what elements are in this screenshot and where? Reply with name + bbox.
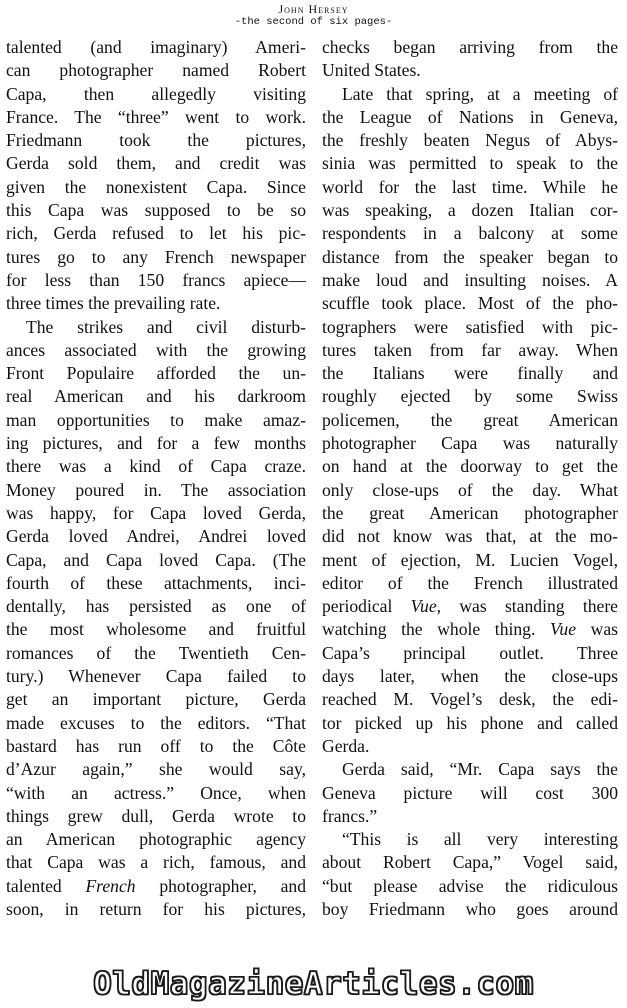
text-line: “but please advise the ridiculous xyxy=(322,875,618,896)
text-line: about Robert Capa,” Vogel said, xyxy=(322,852,618,873)
text-line: the Italians were finally and xyxy=(322,363,618,384)
site-watermark: OldMagazineArticles.com xyxy=(93,966,534,1002)
text-line: days later, when the close-ups xyxy=(322,666,618,687)
text-line: romances of the Twentieth Cen- xyxy=(6,642,306,663)
text-line: tures go to any French newspaper xyxy=(6,246,306,267)
text-line: boy Friedmann who goes around xyxy=(322,898,618,919)
text-line: made excuses to the editors. “That xyxy=(6,712,306,733)
text-line: respondents in a balcony at some xyxy=(322,223,618,244)
text-line: three times the prevailing rate. xyxy=(6,293,221,314)
text-line: bastard has run off to the Côte xyxy=(6,735,306,756)
right-column xyxy=(322,36,618,921)
text-line: ing pictures, and for a few months xyxy=(6,433,306,454)
text-line: Gerda sold them, and credit was xyxy=(6,153,306,174)
text-line: roughly ejected by some Swiss xyxy=(322,386,618,407)
text-line: was speaking, a dozen Italian cor- xyxy=(322,200,618,221)
text-line: francs.” xyxy=(322,805,378,826)
text-line: ment of ejection, M. Lucien Vogel, xyxy=(322,549,618,570)
text-line: Gerda said, “Mr. Capa says the xyxy=(342,759,618,780)
text-line: “This is all very interesting xyxy=(342,829,618,850)
text-line: things grew dull, Gerda wrote to xyxy=(6,805,306,826)
text-line: an American photographic agency xyxy=(6,829,306,850)
text-line: make loud and insulting noises. A xyxy=(322,269,618,290)
text-line: on hand at the doorway to get the xyxy=(322,456,618,477)
text-line: world for the last time. While he xyxy=(322,176,618,197)
text-line: checks began arriving from the xyxy=(322,37,618,57)
text-line: dentally, has persisted as one of xyxy=(6,596,306,617)
text-line: periodical Vue, was standing there xyxy=(322,596,618,617)
text-line: rich, Gerda refused to let his pic- xyxy=(6,223,306,244)
text-line: policemen, the great American xyxy=(322,409,618,430)
text-line: Capa, and Capa loved Capa. (The xyxy=(6,549,306,570)
text-line: given the nonexistent Capa. Since xyxy=(6,176,306,197)
text-line: Capa’s principal outlet. Three xyxy=(322,642,618,663)
left-column xyxy=(6,36,306,921)
text-line: tury.) Whenever Capa failed to xyxy=(6,666,306,687)
text-line: photographer Capa was naturally xyxy=(322,433,618,454)
text-line: The strikes and civil disturb- xyxy=(26,316,306,337)
text-line: the great American photographer xyxy=(322,502,618,523)
text-line: the most wholesome and fruitful xyxy=(6,619,306,640)
text-line: United States. xyxy=(322,60,421,81)
text-line: for less than 150 francs apiece— xyxy=(6,269,306,290)
text-line: sinia was permitted to speak to the xyxy=(322,153,618,174)
text-line: Late that spring, at a meeting of xyxy=(342,83,618,104)
text-line: d’Azur again,” she would say, xyxy=(6,759,306,780)
text-line: this Capa was supposed to be so xyxy=(6,200,306,221)
text-line: man opportunities to make amaz- xyxy=(6,409,306,430)
text-line: was happy, for Capa loved Gerda, xyxy=(6,502,306,523)
text-line: France. The “three” went to work. xyxy=(6,106,306,127)
text-line: Gerda. xyxy=(322,735,370,756)
text-line: get an important picture, Gerda xyxy=(6,689,306,710)
text-line: there was a kind of Capa craze. xyxy=(6,456,306,477)
author-name: John Hersey xyxy=(278,2,349,16)
text-line: tures taken from far away. When xyxy=(322,339,618,360)
text-line: talented French photographer, and xyxy=(6,875,306,896)
text-line: editor of the French illustrated xyxy=(322,572,618,593)
text-line: Front Populaire afforded the un- xyxy=(6,363,306,384)
text-line: the freshly beaten Negus of Abys- xyxy=(322,130,618,151)
text-line: the League of Nations in Geneva, xyxy=(322,106,618,127)
text-line: Gerda loved Andrei, Andrei loved xyxy=(6,526,306,547)
text-line: reached M. Vogel’s desk, the edi- xyxy=(322,689,618,710)
text-line: ances associated with the growing xyxy=(6,339,306,360)
text-line: tographers were satisfied with pic- xyxy=(322,316,618,337)
text-line: scuffle took place. Most of the pho- xyxy=(322,293,618,314)
running-head xyxy=(0,0,627,28)
text-line: can photographer named Robert xyxy=(6,60,306,81)
text-line: Money poured in. The association xyxy=(6,479,306,500)
text-line: did not know was that, at the mo- xyxy=(322,526,618,547)
text-line: only close-ups of the day. What xyxy=(322,479,618,500)
text-line: distance from the speaker began to xyxy=(322,246,618,267)
text-line: tor picked up his phone and called xyxy=(322,712,618,733)
text-line: soon, in return for his pictures, xyxy=(6,898,306,919)
text-line: Capa, then allegedly visiting xyxy=(6,83,306,104)
page-count-note: -the second of six pages- xyxy=(234,16,393,28)
text-line: real American and his darkroom xyxy=(6,386,306,407)
text-line: watching the whole thing. Vue was xyxy=(322,619,619,640)
text-line: Geneva picture will cost 300 xyxy=(322,782,618,803)
text-line: talented (and imaginary) Ameri- xyxy=(6,37,306,57)
text-line: Friedmann took the pictures, xyxy=(6,130,306,151)
text-line: fourth of these attachments, inci- xyxy=(6,572,306,593)
text-line: that Capa was a rich, famous, and xyxy=(6,852,306,873)
text-line: “with an actress.” Once, when xyxy=(6,782,306,803)
